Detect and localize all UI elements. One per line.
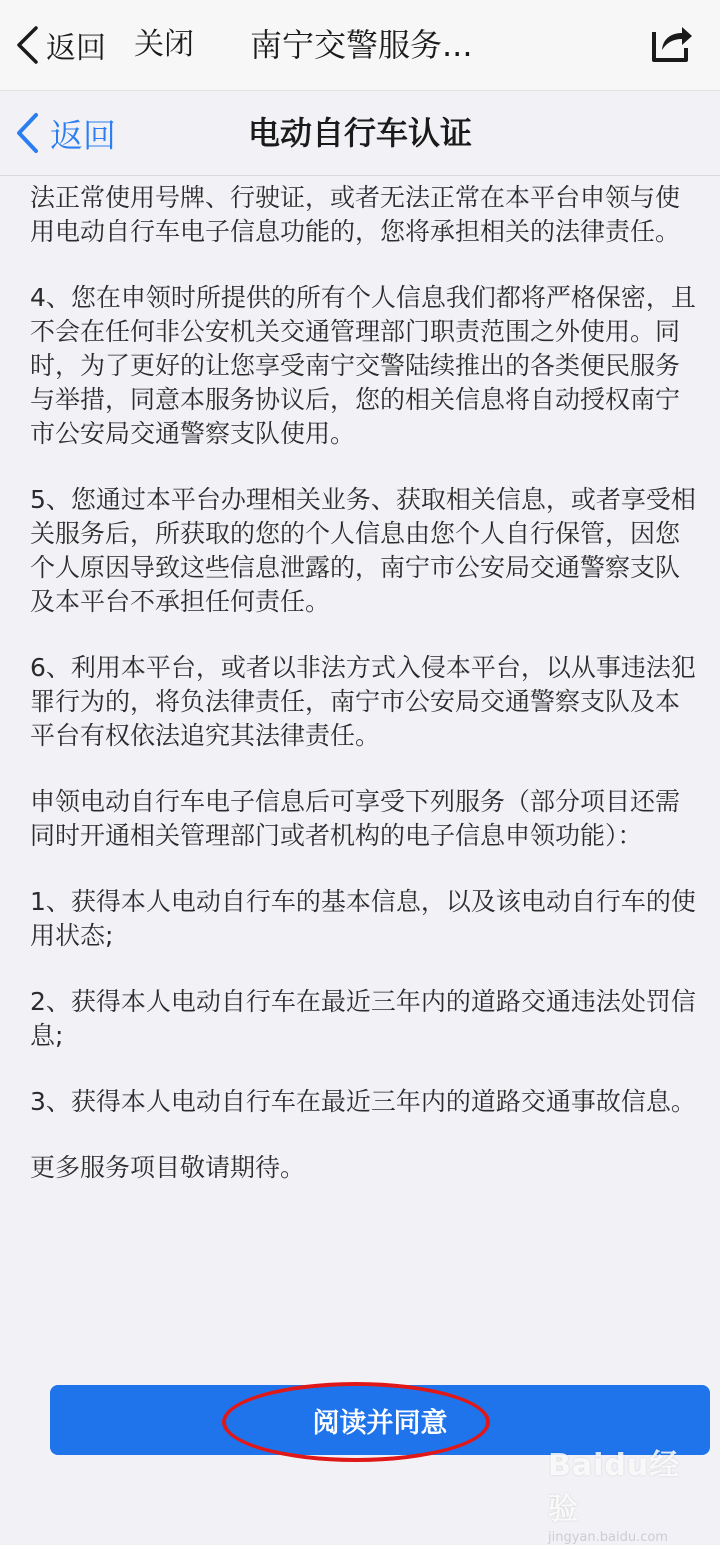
browser-back-button[interactable] — [14, 20, 106, 70]
share-button[interactable] — [646, 18, 696, 68]
agreement-paragraph: 更多服务项目敬请期待。 — [30, 1153, 306, 1182]
agreement-paragraph: 申领电动自行车电子信息后可享受下列服务（部分项目还需同时开通相关管理部门或者机构的电子信息申领功能）： — [30, 787, 681, 850]
agreement-paragraph: 5、您通过本平台办理相关业务、获取相关信息，或者享受相关服务后，所获取的您的个人信息由您个人自行保管，因您个人原因导致这些信息泄露的，南宁市公安局交通警察支队及本平台不承担任何责任。 — [30, 485, 696, 616]
agreement-paragraph: 3、获得本人电动自行车在最近三年内的道路交通事故信息。 — [30, 1087, 696, 1116]
agreement-paragraph: 6、利用本平台，或者以非法方式入侵本平台，以从事违法犯罪行为的，将负法律责任，南宁市公安局交通警察支队及本平台有权依法追究其法律责任。 — [30, 653, 696, 750]
page-nav-bar — [0, 91, 720, 176]
page-back-button[interactable] — [14, 105, 116, 161]
watermark — [548, 1440, 708, 1545]
agreement-paragraph: 4、您在申领时所提供的所有个人信息我们都将严格保密，且不会在任何非公安机关交通管理部门职责范围之外使用。同时，为了更好的让您享受南宁交警陆续推出的各类便民服务与举措，同意本服务协议后，您的相关信息将自动授权南宁市公安局交通警察支队使用。 — [30, 283, 696, 448]
page-back-label: 返回 — [50, 115, 116, 155]
share-icon — [646, 18, 696, 68]
page-title: 电动自行车认证 — [247, 114, 472, 152]
browser-close-button[interactable]: 关闭 — [134, 27, 194, 62]
agreement-paragraph: 2、获得本人电动自行车在最近三年内的道路交通违法处罚信息; — [30, 987, 696, 1050]
watermark-brand: Baidu经验 — [548, 1448, 681, 1527]
chevron-left-icon — [14, 112, 40, 154]
watermark-sub: jingyan.baidu.com — [548, 1530, 668, 1545]
browser-top-bar — [0, 0, 720, 91]
agreement-paragraph: 1、获得本人电动自行车的基本信息，以及该电动自行车的使用状态; — [30, 887, 696, 950]
browser-title: 南宁交警服务... — [250, 26, 473, 64]
agreement-content[interactable] — [30, 181, 696, 1371]
read-and-agree-button[interactable]: 阅读并同意 — [50, 1385, 710, 1455]
browser-back-label: 返回 — [46, 31, 106, 66]
agreement-paragraph: 法正常使用号牌、行驶证，或者无法正常在本平台申领与使用电动自行车电子信息功能的，您将承担相关的法律责任。 — [30, 183, 681, 246]
chevron-left-icon — [14, 25, 40, 65]
